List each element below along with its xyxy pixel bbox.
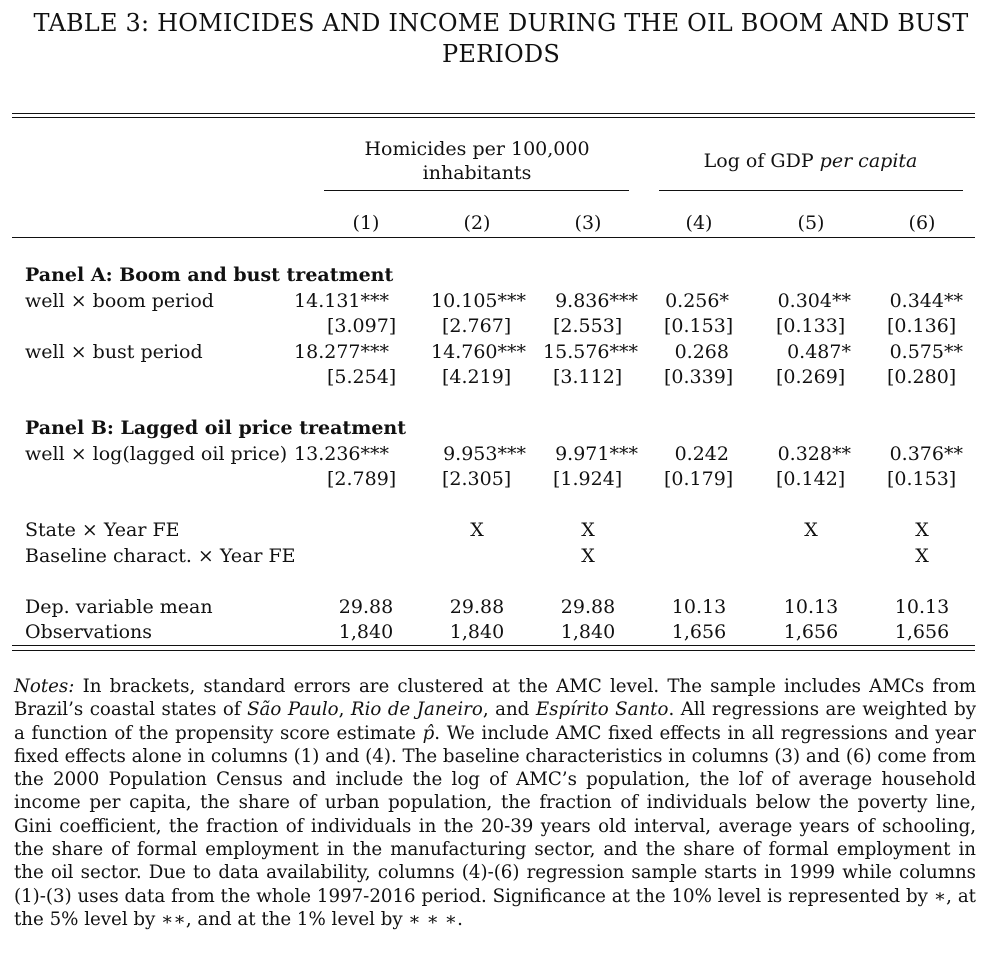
top-rule-1: [12, 113, 975, 114]
column-number: (6): [908, 212, 936, 234]
homicides-header-line-2: inhabitants: [422, 162, 532, 184]
notes-text-2: ,: [338, 699, 351, 721]
stat-cell: 1,840: [338, 621, 394, 643]
std-error-cell: [2.553]: [553, 315, 623, 337]
gdp-header-prefix: Log of GDP: [703, 150, 820, 172]
std-error-cell: [4.219]: [442, 366, 512, 388]
coefficient-cell: 15.576***: [543, 341, 638, 363]
coefficient-cell: 13.236***: [294, 443, 389, 465]
coefficient-cell: 18.277***: [294, 341, 389, 363]
stat-cell: 29.88: [560, 596, 616, 618]
stat-row-label: Observations: [25, 621, 153, 643]
fe-row-label: Baseline charact. × Year FE: [25, 545, 296, 567]
std-error-cell: [0.142]: [776, 468, 846, 490]
table-notes: [14, 675, 976, 931]
coefficient-cell: 0.242: [674, 443, 729, 465]
fe-row-label: State × Year FE: [25, 519, 180, 541]
stat-row-label: Dep. variable mean: [25, 596, 213, 618]
coefficient-cell: 0.304**: [777, 290, 851, 312]
coefficient-cell: 14.760***: [431, 341, 526, 363]
std-error-cell: [0.133]: [776, 315, 846, 337]
fe-mark: X: [470, 519, 484, 541]
notes-sao-paulo: São Paulo: [247, 699, 339, 721]
homicides-group-rule: [324, 190, 629, 191]
stat-cell: 10.13: [671, 596, 727, 618]
coefficient-cell: 0.575**: [889, 341, 963, 363]
notes-rio: Rio de Janeiro: [350, 699, 483, 721]
row-label: well × bust period: [25, 341, 203, 363]
notes-text-3: , and: [482, 699, 536, 721]
stat-cell: 1,656: [894, 621, 950, 643]
fe-mark: X: [581, 545, 595, 567]
notes-text-5: . We include AMC fixed effects in all regressions and year fixed effects alone in columns (1) and (4). The baseline characteristics in columns (3) and (6) come from the 2000 Population Census and include the log of AMC’s population, the lof of average household income per capita, the share of urban population, the fraction of individuals below the poverty line, Gini coefficient, the fraction of individuals in the 20-39 years old interval, average years of schooling, the share of formal employment in the manufacturing sector, and the share of formal employment in the oil sector. Due to data availability, columns (4)-(6) regression sample starts in 1999 while columns (1)-(3) uses data from the whole 1997-2016 period. Significance at the 10% level is represented by ∗, at the 5% level by ∗∗, and at the 1% level by ∗ ∗ ∗.: [14, 722, 976, 930]
gdp-group-rule: [659, 190, 963, 191]
column-number: (2): [463, 212, 491, 234]
coefficient-cell: 9.971***: [555, 443, 638, 465]
std-error-cell: [0.339]: [664, 366, 734, 388]
std-error-cell: [3.112]: [553, 366, 623, 388]
header-bottom-rule: [12, 237, 975, 238]
notes-text-1: In brackets, standard errors are clustered at the AMC level. The sample includes AMCs from Brazil’s coastal states of: [14, 676, 976, 721]
notes-label: Notes:: [14, 676, 75, 697]
stat-cell: 1,656: [783, 621, 839, 643]
coefficient-cell: 0.268: [674, 341, 729, 363]
coefficient-cell: 0.344**: [889, 290, 963, 312]
std-error-cell: [2.305]: [442, 468, 512, 490]
column-number: (5): [797, 212, 825, 234]
stat-cell: 10.13: [894, 596, 950, 618]
bottom-rule-1: [12, 645, 975, 646]
coefficient-cell: 0.487*: [787, 341, 851, 363]
bottom-rule-2: [12, 650, 975, 651]
coefficient-cell: 0.328**: [777, 443, 851, 465]
std-error-cell: [3.097]: [327, 315, 397, 337]
stat-cell: 29.88: [449, 596, 505, 618]
notes-text-4: . All regressions are weighted by a function of the propensity score estimate: [14, 699, 976, 744]
coefficient-cell: 10.105***: [431, 290, 526, 312]
std-error-cell: [0.179]: [664, 468, 734, 490]
top-rule-2: [12, 117, 975, 118]
std-error-cell: [5.254]: [327, 366, 397, 388]
gdp-header-italic: per capita: [819, 150, 918, 172]
std-error-cell: [0.269]: [776, 366, 846, 388]
homicides-header-line-1: Homicides per 100,000: [364, 138, 590, 160]
coefficient-cell: 0.376**: [889, 443, 963, 465]
gdp-group-header: [658, 149, 963, 173]
coefficient-cell: 14.131***: [294, 290, 389, 312]
notes-p-hat: p̂: [422, 722, 435, 744]
std-error-cell: [2.767]: [442, 315, 512, 337]
column-number: (1): [352, 212, 380, 234]
stat-cell: 1,840: [449, 621, 505, 643]
row-label: well × boom period: [25, 290, 214, 312]
column-number: (4): [685, 212, 713, 234]
fe-mark: X: [915, 519, 929, 541]
row-label: well × log(lagged oil price): [25, 443, 288, 465]
column-number: (3): [574, 212, 602, 234]
table-title-line-2: PERIODS: [442, 40, 560, 68]
coefficient-cell: 9.836***: [555, 290, 638, 312]
std-error-cell: [0.153]: [887, 468, 957, 490]
stat-cell: 29.88: [338, 596, 394, 618]
stat-cell: 1,656: [671, 621, 727, 643]
table-title-line-1: TABLE 3: HOMICIDES AND INCOME DURING THE OIL BOOM AND BUST: [33, 9, 969, 37]
fe-mark: X: [804, 519, 818, 541]
std-error-cell: [1.924]: [553, 468, 623, 490]
std-error-cell: [2.789]: [327, 468, 397, 490]
std-error-cell: [0.136]: [887, 315, 957, 337]
std-error-cell: [0.153]: [664, 315, 734, 337]
notes-espirito-santo: Espírito Santo: [535, 699, 669, 721]
std-error-cell: [0.280]: [887, 366, 957, 388]
table-title: [20, 8, 982, 70]
fe-mark: X: [581, 519, 595, 541]
coefficient-cell: 9.953***: [443, 443, 526, 465]
coefficient-cell: 0.256*: [665, 290, 729, 312]
panel-b-title: Panel B: Lagged oil price treatment: [25, 417, 406, 439]
fe-mark: X: [915, 545, 929, 567]
panel-a-title: Panel A: Boom and bust treatment: [25, 264, 394, 286]
stat-cell: 10.13: [783, 596, 839, 618]
stat-cell: 1,840: [560, 621, 616, 643]
homicides-group-header: [322, 137, 632, 185]
